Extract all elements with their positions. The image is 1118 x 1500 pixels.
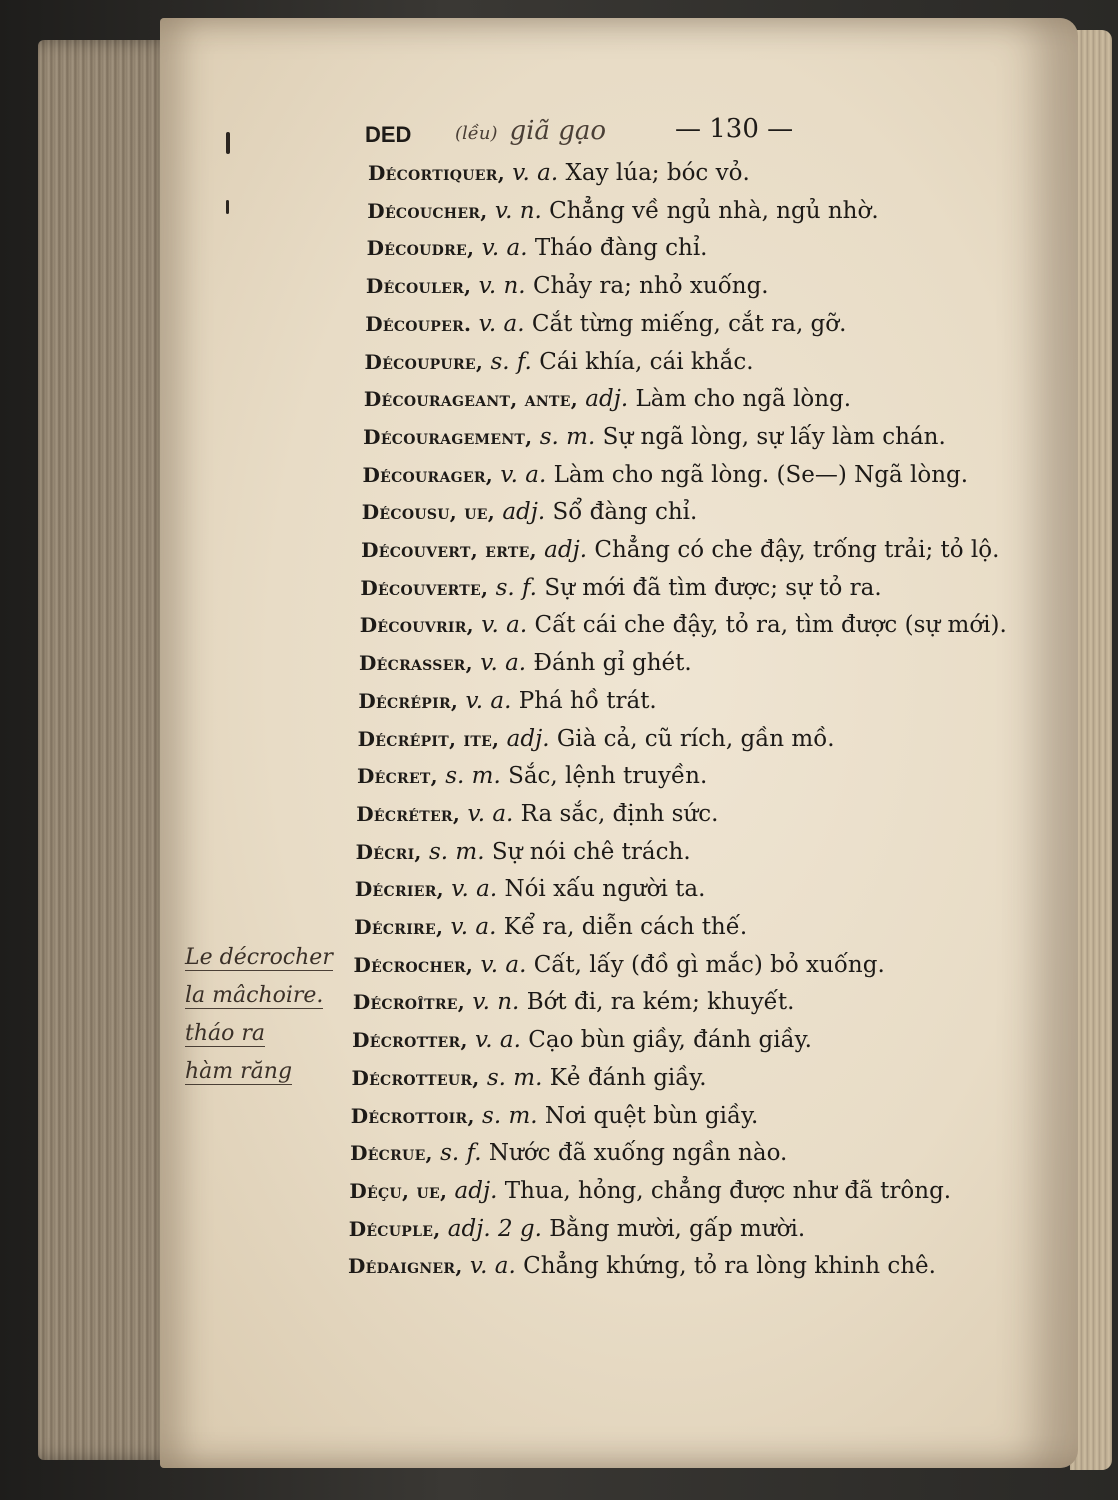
entry-part-of-speech: adj. — [506, 725, 550, 752]
entry-definition: Xay lúa; bóc vỏ. — [565, 160, 750, 186]
dictionary-entry — [354, 912, 747, 942]
entry-definition: Kể ra, diễn cách thế. — [503, 914, 748, 940]
entry-part-of-speech: v. a. — [475, 1027, 521, 1054]
entry-headword: Découragement, — [363, 424, 533, 449]
handwritten-annotation — [455, 116, 606, 146]
entry-definition: Cạo bùn giầy, đánh giầy. — [528, 1027, 812, 1054]
dictionary-entry — [348, 1251, 936, 1281]
entry-definition: Sự mới đã tìm được; sự tỏ ra. — [544, 574, 882, 601]
entry-part-of-speech: v. a. — [465, 687, 512, 714]
entry-headword: Décrue, — [350, 1141, 433, 1166]
entry-part-of-speech: v. n. — [478, 273, 526, 300]
entry-part-of-speech: adj. — [585, 386, 629, 413]
entry-definition: Đánh gỉ ghét. — [533, 650, 692, 677]
entry-headword: Découcher, — [367, 198, 488, 223]
dictionary-entry — [352, 1025, 812, 1055]
entry-definition: Ra sắc, định sức. — [520, 800, 719, 827]
entry-headword: Découdre, — [366, 236, 475, 261]
book-page-edges — [38, 40, 178, 1460]
entry-part-of-speech: v. n. — [472, 989, 520, 1016]
entry-part-of-speech: adj. 2 g. — [447, 1215, 542, 1242]
dictionary-entry — [351, 1063, 706, 1093]
entry-headword: Décrotter, — [352, 1028, 468, 1053]
entry-headword: Décrier, — [354, 877, 444, 902]
margin-mark — [226, 200, 229, 214]
dictionary-entry — [360, 610, 1007, 640]
entry-headword: Décroître, — [352, 990, 466, 1015]
entry-definition: Làm cho ngã lòng. — [635, 386, 852, 413]
entry-definition: Cái khía, cái khắc. — [539, 348, 754, 375]
entry-headword: Découler, — [365, 274, 472, 299]
entry-definition: Cất cái che đậy, tỏ ra, tìm được (sự mới). — [534, 612, 1007, 639]
dictionary-entry — [349, 1214, 805, 1244]
entry-headword: Décuple, — [348, 1216, 441, 1241]
margin-note-line: tháo ra — [185, 1021, 265, 1046]
entry-part-of-speech: s. m. — [482, 1102, 538, 1129]
entry-definition: Sắc, lệnh truyền. — [508, 763, 708, 790]
margin-note-line: Le décrocher — [185, 945, 333, 970]
dictionary-entry — [357, 761, 707, 791]
dictionary-entry — [360, 573, 881, 603]
dictionary-entry — [365, 347, 754, 377]
dictionary-entry — [366, 271, 769, 301]
entry-definition: Kẻ đánh giầy. — [549, 1064, 707, 1091]
entry-headword: Décret, — [356, 764, 438, 789]
entry-definition: Sự ngã lòng, sự lấy làm chán. — [602, 423, 946, 450]
entry-headword: Décri, — [355, 839, 422, 864]
entry-definition: Già cả, cũ rích, gần mồ. — [556, 725, 835, 752]
entry-headword: Décrottoir, — [350, 1103, 475, 1128]
entry-part-of-speech: v. a. — [481, 235, 528, 262]
dictionary-entry — [350, 1138, 787, 1168]
entry-definition: Cất, lấy (đồ gì mắc) bỏ xuống. — [533, 951, 885, 978]
entry-part-of-speech: s. f. — [490, 348, 532, 375]
entry-definition: Nói xấu người ta. — [504, 876, 706, 903]
entry-part-of-speech: v. a. — [512, 160, 559, 186]
handwritten-note: giã gạo — [509, 116, 606, 146]
entry-headword: Décourager, — [362, 462, 494, 487]
entry-part-of-speech: adj. — [502, 499, 546, 526]
entry-part-of-speech: s. f. — [495, 574, 537, 601]
entry-definition: Chẳng có che đậy, trống trải; tỏ lộ. — [594, 537, 1000, 563]
entry-headword: Décréter, — [356, 801, 461, 826]
dictionary-entry — [356, 837, 691, 867]
entry-headword: Découvrir, — [359, 613, 474, 638]
running-head: DED — [365, 122, 412, 147]
entry-part-of-speech: adj. — [454, 1177, 498, 1204]
entry-definition: Bằng mười, gấp mười. — [549, 1215, 806, 1242]
entry-part-of-speech: v. a. — [478, 310, 525, 337]
dictionary-entry — [358, 724, 835, 754]
entry-definition: Thua, hỏng, chẳng được như đã trông. — [504, 1177, 952, 1204]
entry-part-of-speech: v. a. — [451, 876, 498, 903]
entry-part-of-speech: v. a. — [480, 951, 527, 978]
dictionary-entry — [351, 1101, 759, 1131]
margin-note-line: la mâchoire. — [185, 983, 324, 1008]
dictionary-entry — [368, 158, 750, 188]
margin-mark — [226, 132, 230, 154]
entry-part-of-speech: v. a. — [480, 650, 527, 677]
handwritten-margin-note — [185, 945, 335, 1097]
entry-headword: Découvert, erte, — [361, 538, 537, 562]
dictionary-entry — [355, 874, 706, 904]
dictionary-entry — [358, 686, 656, 716]
dictionary-entry — [362, 497, 698, 527]
entry-definition: Bớt đi, ra kém; khuyết. — [526, 989, 795, 1016]
dictionary-entry — [367, 196, 878, 226]
entry-part-of-speech: s. m. — [445, 763, 501, 790]
entry-headword: Décrotteur, — [351, 1065, 480, 1090]
entry-headword: Décrépit, ite, — [357, 726, 500, 751]
entry-headword: Décortiquer, — [368, 161, 505, 185]
dictionary-entry — [349, 1176, 951, 1206]
dictionary-entry — [359, 648, 692, 678]
entry-headword: Décrasser, — [359, 651, 473, 676]
entry-part-of-speech: v. a. — [500, 461, 547, 488]
entry-headword: Décrépir, — [358, 688, 459, 713]
entry-part-of-speech: s. m. — [486, 1064, 543, 1091]
page-number: — 130 — — [675, 114, 794, 144]
entry-part-of-speech: s. m. — [539, 423, 596, 450]
entry-definition: Sự nói chê trách. — [491, 838, 691, 865]
dictionary-entry — [354, 950, 885, 980]
entry-definition: Nước đã xuống ngần nào. — [488, 1140, 788, 1167]
entry-headword: Dédaigner, — [348, 1254, 463, 1279]
entry-headword: Découpure, — [364, 349, 484, 374]
entry-part-of-speech: v. a. — [467, 800, 514, 827]
entry-definition: Phá hồ trát. — [518, 687, 657, 714]
dictionary-entry — [364, 384, 851, 414]
margin-note-line: hàm răng — [185, 1059, 293, 1084]
entry-part-of-speech: s. m. — [429, 838, 485, 865]
dictionary-entry — [362, 460, 968, 490]
entry-definition: Tháo đàng chỉ. — [534, 235, 708, 262]
entry-part-of-speech: adj. — [544, 537, 588, 563]
entry-headword: Décrocher, — [353, 952, 474, 977]
entry-definition: Chảy ra; nhỏ xuống. — [532, 273, 769, 300]
entry-part-of-speech: v. a. — [481, 612, 528, 639]
entry-definition: Chẳng về ngủ nhà, ngủ nhờ. — [549, 197, 879, 224]
entry-part-of-speech: v. a. — [450, 914, 497, 940]
entry-headword: Découverte, — [360, 575, 489, 600]
entry-headword: Déçu, ue, — [349, 1178, 448, 1203]
entry-headword: Décrire, — [354, 915, 444, 939]
dictionary-entry — [353, 987, 795, 1017]
entry-definition: Làm cho ngã lòng. (Se—) Ngã lòng. — [553, 461, 969, 488]
handwritten-note-small: (lều) — [455, 123, 498, 144]
entry-part-of-speech: s. f. — [440, 1140, 482, 1167]
entry-definition: Chẳng khứng, tỏ ra lòng khinh chê. — [523, 1253, 936, 1280]
entry-part-of-speech: v. a. — [469, 1253, 516, 1280]
dictionary-entry — [363, 422, 946, 452]
dictionary-entry — [367, 233, 708, 263]
entry-definition: Nơi quệt bùn giầy. — [544, 1102, 759, 1129]
dictionary-entry — [365, 309, 846, 339]
entry-headword: Décousu, ue, — [361, 500, 496, 525]
entry-headword: Décourageant, ante, — [363, 387, 578, 412]
entry-definition: Cắt từng miếng, cắt ra, gỡ. — [531, 310, 847, 337]
entry-part-of-speech: v. n. — [494, 197, 542, 224]
dictionary-entry — [361, 535, 999, 565]
entry-definition: Sổ đàng chỉ. — [552, 499, 698, 526]
dictionary-entry — [356, 799, 718, 829]
entry-headword: Découper. — [365, 311, 472, 336]
